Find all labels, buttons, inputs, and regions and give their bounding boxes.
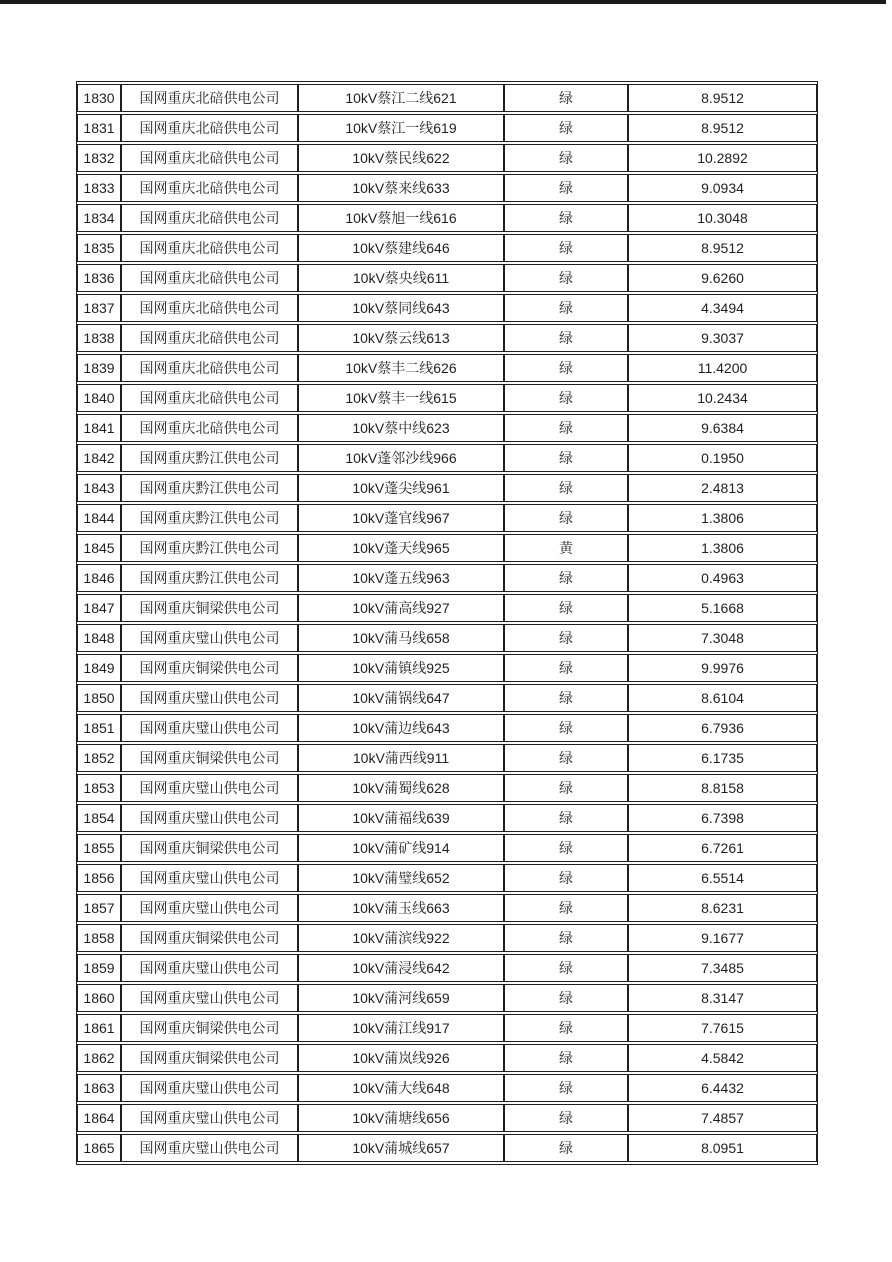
company-cell: 国网重庆北碚供电公司 [121, 84, 298, 112]
value-cell: 1.3806 [628, 534, 817, 562]
line-name-cell: 10kV蒲福线639 [298, 804, 504, 832]
value-cell: 9.0934 [628, 174, 817, 202]
status-cell: 绿 [504, 1104, 628, 1132]
row-index-cell: 1856 [77, 864, 121, 892]
status-cell: 绿 [504, 234, 628, 262]
status-cell: 绿 [504, 1014, 628, 1042]
row-index-cell: 1834 [77, 204, 121, 232]
status-cell: 绿 [504, 744, 628, 772]
line-name-cell: 10kV蔡丰二线626 [298, 354, 504, 382]
value-cell: 8.8158 [628, 774, 817, 802]
line-name-cell: 10kV蔡民线622 [298, 144, 504, 172]
company-cell: 国网重庆铜梁供电公司 [121, 654, 298, 682]
value-cell: 9.1677 [628, 924, 817, 952]
line-name-cell: 10kV蔡江二线621 [298, 84, 504, 112]
status-cell: 绿 [504, 624, 628, 652]
company-cell: 国网重庆北碚供电公司 [121, 264, 298, 292]
line-name-cell: 10kV蒲高线927 [298, 594, 504, 622]
table-row [77, 354, 817, 382]
table-row [77, 984, 817, 1012]
line-name-cell: 10kV蒲蜀线628 [298, 774, 504, 802]
company-cell: 国网重庆北碚供电公司 [121, 204, 298, 232]
value-cell: 10.2892 [628, 144, 817, 172]
value-cell: 0.1950 [628, 444, 817, 472]
row-index-cell: 1839 [77, 354, 121, 382]
company-cell: 国网重庆璧山供电公司 [121, 894, 298, 922]
status-cell: 绿 [504, 444, 628, 472]
status-cell: 绿 [504, 654, 628, 682]
company-cell: 国网重庆黔江供电公司 [121, 504, 298, 532]
company-cell: 国网重庆北碚供电公司 [121, 234, 298, 262]
line-name-cell: 10kV蒲塘线656 [298, 1104, 504, 1132]
line-name-cell: 10kV蒲璧线652 [298, 864, 504, 892]
table-row [77, 954, 817, 982]
status-cell: 绿 [504, 204, 628, 232]
table-row [77, 864, 817, 892]
table-row [77, 564, 817, 592]
status-cell: 绿 [504, 954, 628, 982]
line-name-cell: 10kV蒲浸线642 [298, 954, 504, 982]
line-name-cell: 10kV蔡江一线619 [298, 114, 504, 142]
value-cell: 9.9976 [628, 654, 817, 682]
company-cell: 国网重庆铜梁供电公司 [121, 924, 298, 952]
status-cell: 绿 [504, 174, 628, 202]
table-row [77, 444, 817, 472]
company-cell: 国网重庆璧山供电公司 [121, 684, 298, 712]
line-name-cell: 10kV蒲江线917 [298, 1014, 504, 1042]
value-cell: 0.4963 [628, 564, 817, 592]
status-cell: 绿 [504, 324, 628, 352]
status-cell: 绿 [504, 84, 628, 112]
company-cell: 国网重庆铜梁供电公司 [121, 834, 298, 862]
value-cell: 6.4432 [628, 1074, 817, 1102]
table-row [77, 324, 817, 352]
table-row [77, 174, 817, 202]
row-index-cell: 1852 [77, 744, 121, 772]
status-cell: 绿 [504, 264, 628, 292]
row-index-cell: 1850 [77, 684, 121, 712]
line-name-cell: 10kV蔡丰一线615 [298, 384, 504, 412]
value-cell: 7.7615 [628, 1014, 817, 1042]
row-index-cell: 1846 [77, 564, 121, 592]
row-index-cell: 1837 [77, 294, 121, 322]
status-cell: 绿 [504, 594, 628, 622]
company-cell: 国网重庆铜梁供电公司 [121, 594, 298, 622]
table-row [77, 1014, 817, 1042]
value-cell: 4.5842 [628, 1044, 817, 1072]
row-index-cell: 1832 [77, 144, 121, 172]
status-cell: 绿 [504, 144, 628, 172]
status-cell: 绿 [504, 924, 628, 952]
row-index-cell: 1849 [77, 654, 121, 682]
table-row [77, 414, 817, 442]
value-cell: 6.1735 [628, 744, 817, 772]
power-line-table [76, 81, 818, 1165]
line-name-cell: 10kV蒲马线658 [298, 624, 504, 652]
row-index-cell: 1865 [77, 1134, 121, 1162]
line-name-cell: 10kV蓬五线963 [298, 564, 504, 592]
company-cell: 国网重庆铜梁供电公司 [121, 744, 298, 772]
company-cell: 国网重庆璧山供电公司 [121, 1104, 298, 1132]
value-cell: 8.6104 [628, 684, 817, 712]
status-cell: 绿 [504, 504, 628, 532]
status-cell: 绿 [504, 984, 628, 1012]
value-cell: 9.3037 [628, 324, 817, 352]
table-row [77, 474, 817, 502]
table-row [77, 534, 817, 562]
value-cell: 7.3485 [628, 954, 817, 982]
table-row [77, 294, 817, 322]
table-row [77, 894, 817, 922]
line-name-cell: 10kV蒲岚线926 [298, 1044, 504, 1072]
value-cell: 1.3806 [628, 504, 817, 532]
table-row [77, 384, 817, 412]
status-cell: 绿 [504, 804, 628, 832]
line-name-cell: 10kV蒲玉线663 [298, 894, 504, 922]
table-row [77, 234, 817, 262]
row-index-cell: 1842 [77, 444, 121, 472]
line-name-cell: 10kV蒲城线657 [298, 1134, 504, 1162]
table-row [77, 594, 817, 622]
row-index-cell: 1840 [77, 384, 121, 412]
value-cell: 6.7261 [628, 834, 817, 862]
value-cell: 9.6260 [628, 264, 817, 292]
company-cell: 国网重庆铜梁供电公司 [121, 1014, 298, 1042]
status-cell: 绿 [504, 1134, 628, 1162]
value-cell: 6.7936 [628, 714, 817, 742]
row-index-cell: 1831 [77, 114, 121, 142]
table-row [77, 714, 817, 742]
status-cell: 绿 [504, 474, 628, 502]
line-name-cell: 10kV蓬尖线961 [298, 474, 504, 502]
line-name-cell: 10kV蔡中线623 [298, 414, 504, 442]
row-index-cell: 1841 [77, 414, 121, 442]
company-cell: 国网重庆北碚供电公司 [121, 414, 298, 442]
line-name-cell: 10kV蔡云线613 [298, 324, 504, 352]
table-row [77, 204, 817, 232]
table-row [77, 1044, 817, 1072]
status-cell: 绿 [504, 1074, 628, 1102]
company-cell: 国网重庆璧山供电公司 [121, 774, 298, 802]
row-index-cell: 1844 [77, 504, 121, 532]
line-name-cell: 10kV蒲镇线925 [298, 654, 504, 682]
status-cell: 绿 [504, 864, 628, 892]
company-cell: 国网重庆璧山供电公司 [121, 984, 298, 1012]
line-name-cell: 10kV蓬天线965 [298, 534, 504, 562]
table-row [77, 924, 817, 952]
value-cell: 6.5514 [628, 864, 817, 892]
company-cell: 国网重庆北碚供电公司 [121, 174, 298, 202]
line-name-cell: 10kV蓬邻沙线966 [298, 444, 504, 472]
status-cell: 绿 [504, 684, 628, 712]
company-cell: 国网重庆北碚供电公司 [121, 144, 298, 172]
table-row [77, 804, 817, 832]
line-name-cell: 10kV蒲边线643 [298, 714, 504, 742]
value-cell: 7.4857 [628, 1104, 817, 1132]
company-cell: 国网重庆黔江供电公司 [121, 474, 298, 502]
table-row [77, 144, 817, 172]
table-row [77, 504, 817, 532]
value-cell: 8.9512 [628, 114, 817, 142]
row-index-cell: 1859 [77, 954, 121, 982]
row-index-cell: 1835 [77, 234, 121, 262]
line-name-cell: 10kV蔡旭一线616 [298, 204, 504, 232]
value-cell: 8.6231 [628, 894, 817, 922]
line-name-cell: 10kV蒲河线659 [298, 984, 504, 1012]
company-cell: 国网重庆北碚供电公司 [121, 354, 298, 382]
row-index-cell: 1858 [77, 924, 121, 952]
row-index-cell: 1854 [77, 804, 121, 832]
status-cell: 绿 [504, 294, 628, 322]
row-index-cell: 1833 [77, 174, 121, 202]
company-cell: 国网重庆黔江供电公司 [121, 444, 298, 472]
value-cell: 8.9512 [628, 234, 817, 262]
status-cell: 绿 [504, 714, 628, 742]
table-row [77, 1134, 817, 1162]
line-name-cell: 10kV蒲矿线914 [298, 834, 504, 862]
row-index-cell: 1851 [77, 714, 121, 742]
company-cell: 国网重庆璧山供电公司 [121, 624, 298, 652]
status-cell: 绿 [504, 1044, 628, 1072]
company-cell: 国网重庆黔江供电公司 [121, 534, 298, 562]
table-row [77, 654, 817, 682]
value-cell: 4.3494 [628, 294, 817, 322]
row-index-cell: 1855 [77, 834, 121, 862]
row-index-cell: 1853 [77, 774, 121, 802]
company-cell: 国网重庆璧山供电公司 [121, 804, 298, 832]
power-line-table-body [77, 84, 817, 1162]
table-row [77, 114, 817, 142]
line-name-cell: 10kV蒲大线648 [298, 1074, 504, 1102]
table-row [77, 84, 817, 112]
status-cell: 绿 [504, 414, 628, 442]
status-cell: 黄 [504, 534, 628, 562]
row-index-cell: 1845 [77, 534, 121, 562]
table-row [77, 834, 817, 862]
company-cell: 国网重庆黔江供电公司 [121, 564, 298, 592]
status-cell: 绿 [504, 894, 628, 922]
table-row [77, 684, 817, 712]
company-cell: 国网重庆北碚供电公司 [121, 324, 298, 352]
row-index-cell: 1862 [77, 1044, 121, 1072]
table-row [77, 1104, 817, 1132]
value-cell: 5.1668 [628, 594, 817, 622]
company-cell: 国网重庆璧山供电公司 [121, 1074, 298, 1102]
value-cell: 7.3048 [628, 624, 817, 652]
row-index-cell: 1848 [77, 624, 121, 652]
company-cell: 国网重庆璧山供电公司 [121, 1134, 298, 1162]
line-name-cell: 10kV蔡来线633 [298, 174, 504, 202]
company-cell: 国网重庆北碚供电公司 [121, 294, 298, 322]
row-index-cell: 1857 [77, 894, 121, 922]
value-cell: 6.7398 [628, 804, 817, 832]
row-index-cell: 1843 [77, 474, 121, 502]
value-cell: 10.2434 [628, 384, 817, 412]
top-edge-bar [0, 0, 886, 4]
line-name-cell: 10kV蒲西线911 [298, 744, 504, 772]
value-cell: 8.9512 [628, 84, 817, 112]
line-name-cell: 10kV蔡央线611 [298, 264, 504, 292]
line-name-cell: 10kV蒲锅线647 [298, 684, 504, 712]
row-index-cell: 1864 [77, 1104, 121, 1132]
table-row [77, 624, 817, 652]
line-name-cell: 10kV蔡建线646 [298, 234, 504, 262]
table-row [77, 264, 817, 292]
line-name-cell: 10kV蒲滨线922 [298, 924, 504, 952]
company-cell: 国网重庆璧山供电公司 [121, 954, 298, 982]
value-cell: 8.0951 [628, 1134, 817, 1162]
value-cell: 10.3048 [628, 204, 817, 232]
value-cell: 2.4813 [628, 474, 817, 502]
status-cell: 绿 [504, 774, 628, 802]
status-cell: 绿 [504, 354, 628, 382]
row-index-cell: 1838 [77, 324, 121, 352]
table-row [77, 774, 817, 802]
company-cell: 国网重庆北碚供电公司 [121, 384, 298, 412]
table-row [77, 1074, 817, 1102]
status-cell: 绿 [504, 834, 628, 862]
company-cell: 国网重庆璧山供电公司 [121, 864, 298, 892]
row-index-cell: 1861 [77, 1014, 121, 1042]
row-index-cell: 1863 [77, 1074, 121, 1102]
row-index-cell: 1836 [77, 264, 121, 292]
status-cell: 绿 [504, 384, 628, 412]
value-cell: 11.4200 [628, 354, 817, 382]
row-index-cell: 1847 [77, 594, 121, 622]
line-name-cell: 10kV蔡同线643 [298, 294, 504, 322]
company-cell: 国网重庆北碚供电公司 [121, 114, 298, 142]
table-row [77, 744, 817, 772]
row-index-cell: 1830 [77, 84, 121, 112]
company-cell: 国网重庆璧山供电公司 [121, 714, 298, 742]
row-index-cell: 1860 [77, 984, 121, 1012]
value-cell: 8.3147 [628, 984, 817, 1012]
status-cell: 绿 [504, 564, 628, 592]
value-cell: 9.6384 [628, 414, 817, 442]
status-cell: 绿 [504, 114, 628, 142]
line-name-cell: 10kV蓬官线967 [298, 504, 504, 532]
company-cell: 国网重庆铜梁供电公司 [121, 1044, 298, 1072]
